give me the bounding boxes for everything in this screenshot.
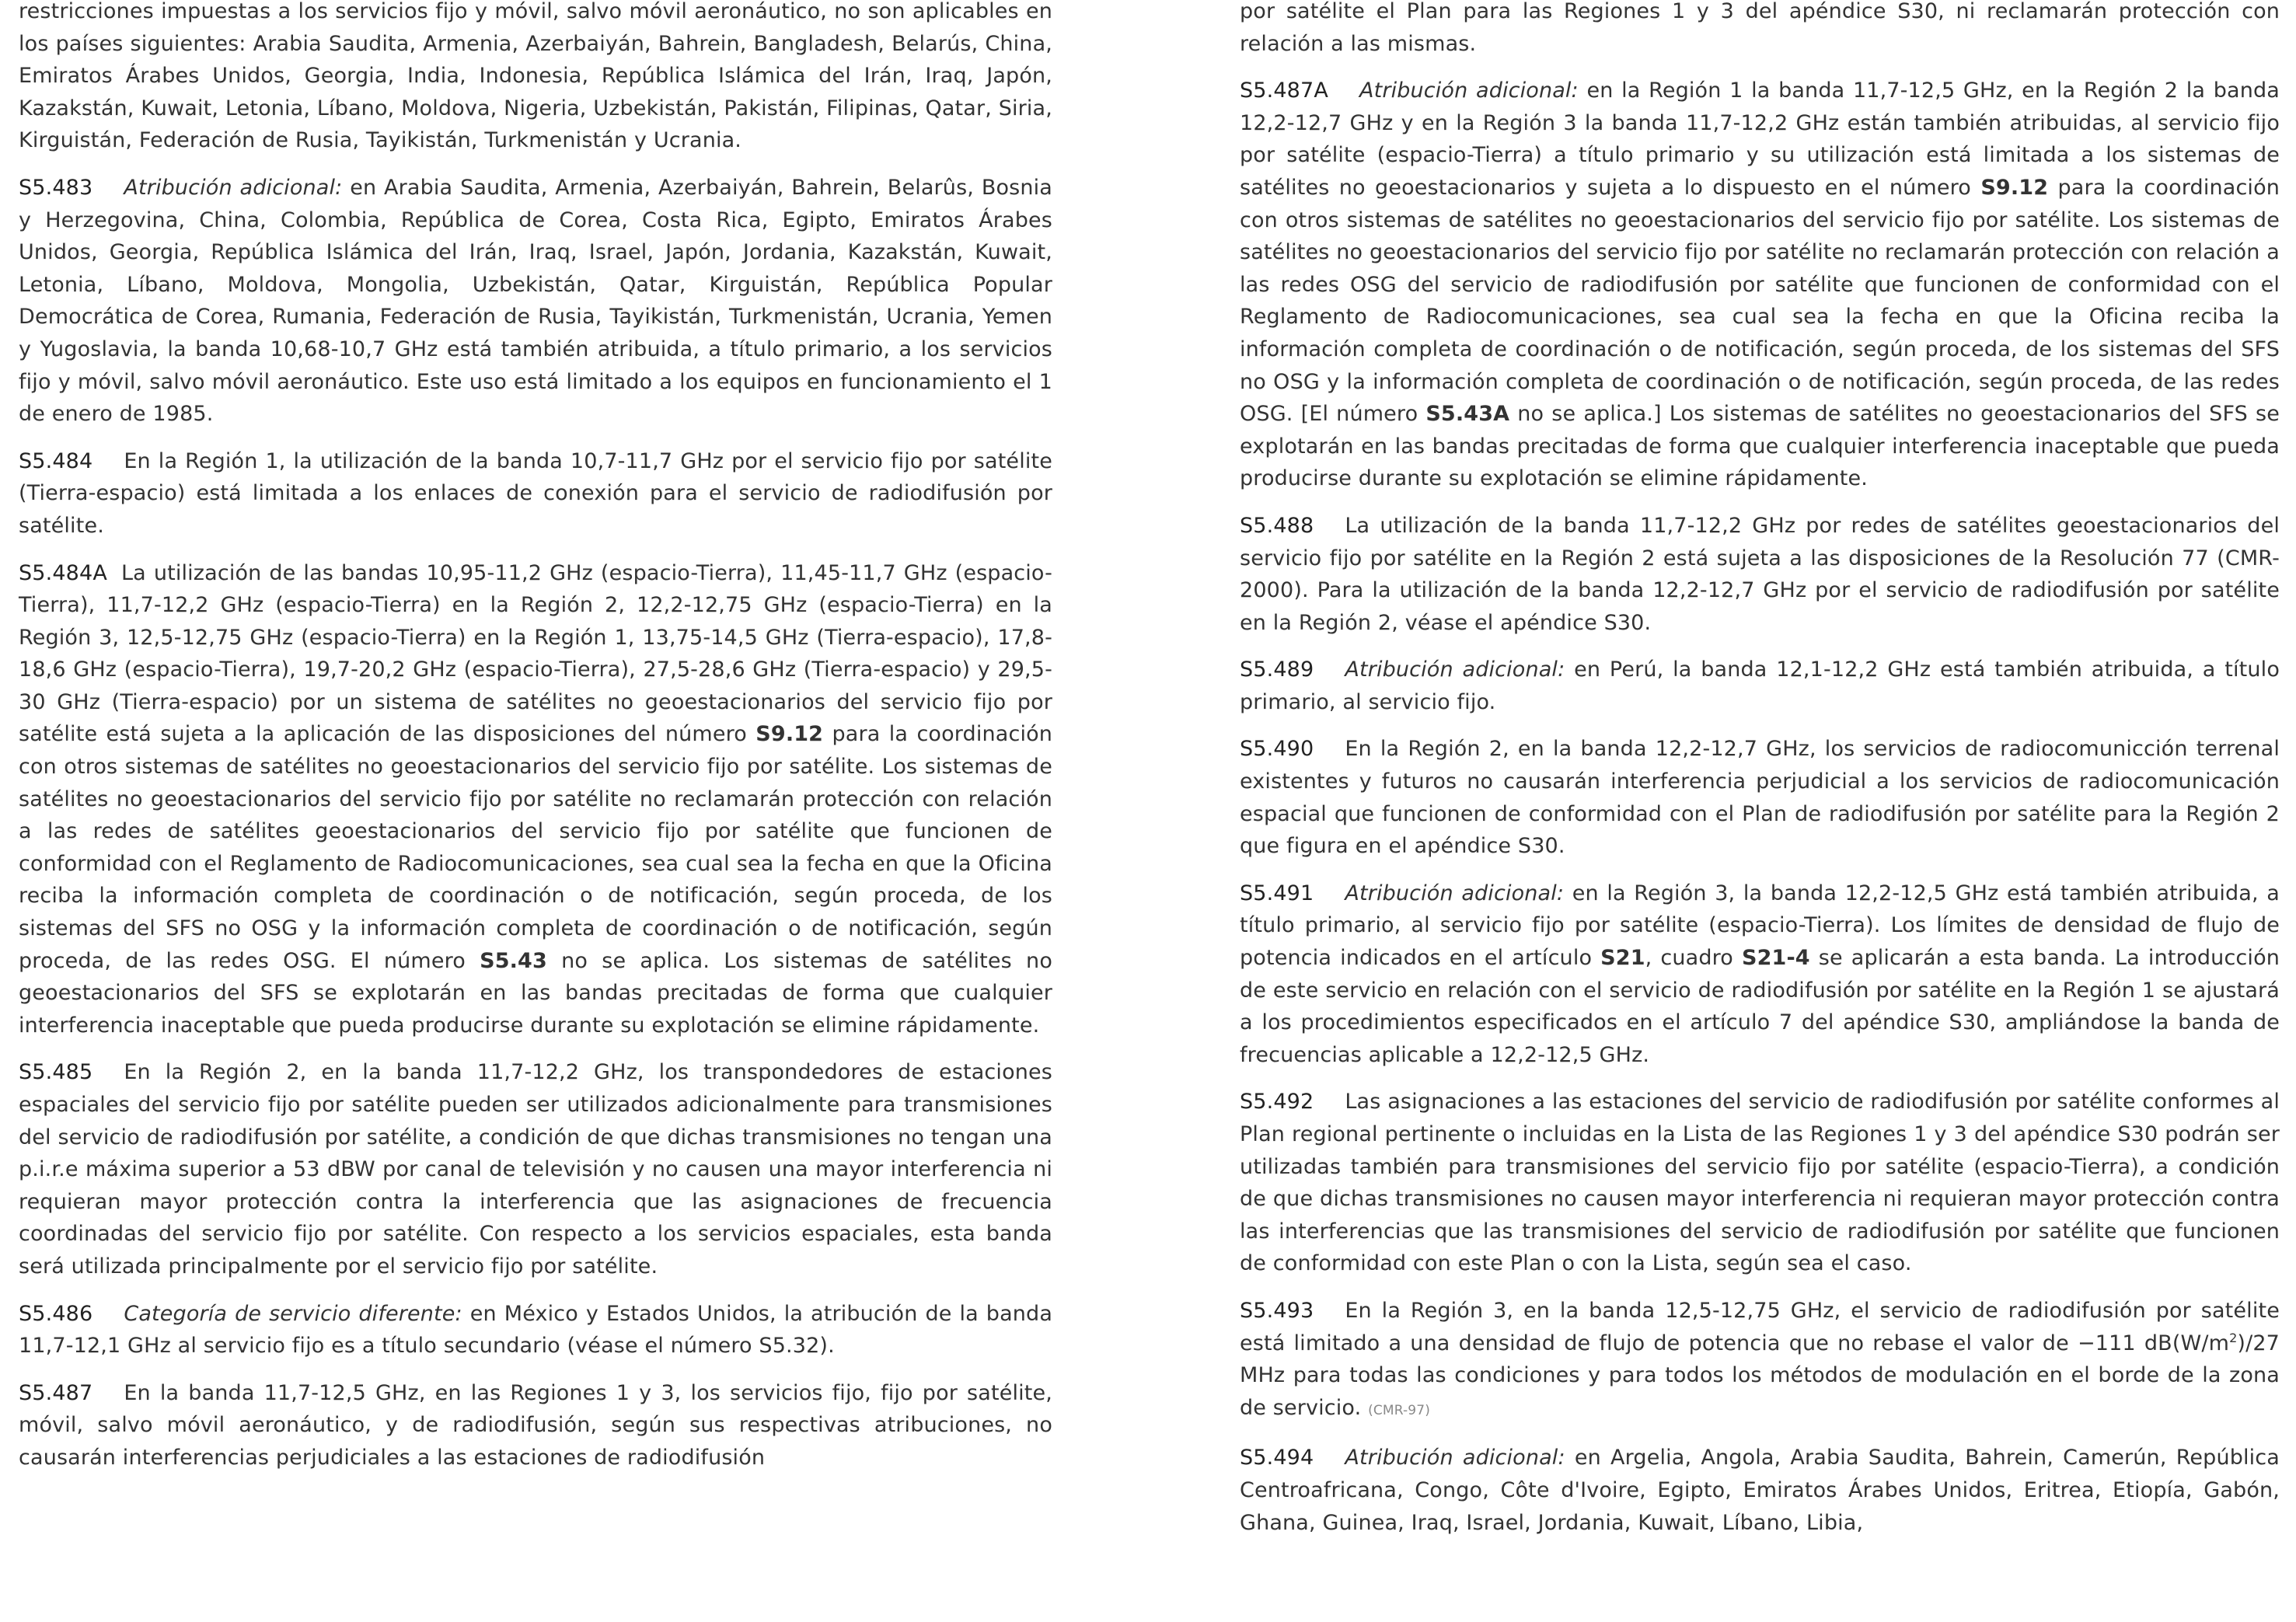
paragraph-continuation (19, 0, 1052, 157)
provision-number: S5.490 (1240, 737, 1314, 762)
paragraph-s5-484a (19, 557, 1052, 1042)
paragraph-s5-491 (1240, 877, 2280, 1072)
paragraph-text: en México y Estados Unidos, la atribución de la banda 11,7-12,1 GHz al servicio fijo es a título secundario (véase el número S5.32). (19, 1301, 1053, 1359)
left-column (19, 0, 1052, 1489)
paragraph-text: En la Región 1, la utilización de la banda 10,7-11,7 GHz por el servicio fijo por satélite (Tierra-espacio) está limitada a los enlaces de conexión para el servicio de radiodifusión por satélite. (19, 448, 1052, 538)
paragraph-s5-487a (1240, 75, 2280, 495)
paragraph-text: en Perú, la banda 12,1-12,2 GHz está también atribuida, a título primario, al servicio fijo. (1240, 658, 2280, 714)
paragraph-s5-494 (1240, 1442, 2280, 1539)
paragraph-text: Las asignaciones a las estaciones del servicio de radiodifusión por satélite conformes al Plan regional pertinente o incluidas en la Lista de las Regiones 1 y 3 del apéndice S30 podrán ser utilizadas también para transmisiones del servicio fijo por satélite (espacio-Tierra), a condición de que dichas transmisiones no causen mayor interferencia ni requieran mayor protección contra las interferencias que las transmisiones del servicio de radiodifusión por satélite que funcionen de conformidad con este Plan o con la Lista, según sea el caso. (1240, 1090, 2280, 1276)
provision-label: Atribución adicional: (1359, 78, 1579, 103)
provision-number: S5.486 (19, 1301, 93, 1326)
paragraph-s5-489 (1240, 654, 2280, 718)
paragraph-text: En la Región 3, en la banda 12,5-12,75 GHz, el servicio de radiodifusión por satélite está limitado a una densidad de flujo de potencia que no rebase el valor de −111 dB(W/m (1240, 1298, 2280, 1355)
provision-number: S5.489 (1240, 658, 1314, 682)
paragraph-s5-488 (1240, 510, 2280, 639)
cross-reference: S9.12 (1980, 175, 2049, 200)
provision-label: Atribución adicional: (1345, 658, 1565, 682)
paragraph-text: En la Región 2, en la banda 11,7-12,2 GHz, los transpondedores de estaciones espaciales del servicio fijo por satélite pueden ser utilizados adicionalmente para transmisiones del servicio de radiodifusión por satélite, a condición de que dichas transmisiones no tengan una p.i.r.e máxima superior a 53 dBW por canal de televisión y no causen una mayor interferencia ni requieran mayor protección contra la interferencia que las asignaciones de frecuencia coordinadas del servicio fijo por satélite. Con respecto a los servicios espaciales, esta banda será utilizada principalmente por el servicio fijo por satélite. (19, 1060, 1052, 1278)
cross-reference: S21 (1600, 946, 1645, 971)
paragraph-text: por satélite el Plan para las Regiones 1 y 3 del apéndice S30, ni reclamarán protección con relación a las mismas. (1240, 0, 2280, 56)
provision-number: S5.492 (1240, 1090, 1314, 1114)
provision-number: S5.487A (1240, 78, 1328, 103)
provision-label: Atribución adicional: (124, 175, 343, 200)
provision-number: S5.485 (19, 1060, 93, 1085)
provision-label: Atribución adicional: (1345, 1446, 1565, 1470)
paragraph-s5-483 (19, 172, 1052, 431)
provision-number: S5.487 (19, 1380, 93, 1405)
cross-reference: S9.12 (755, 722, 824, 747)
paragraph-s5-492 (1240, 1086, 2280, 1280)
provision-label: Categoría de servicio diferente: (124, 1301, 462, 1326)
paragraph-s5-484 (19, 445, 1052, 542)
paragraph-continuation (1240, 0, 2280, 60)
paragraph-text: no se aplica.] Los sistemas de satélites no geoestacionarios del SFS se explotarán en las bandas precitadas de forma que cualquier interferencia inaceptable que pueda producirse durante su explotación se elimine rápidamente. (1240, 402, 2280, 491)
paragraph-text: La utilización de las bandas 10,95-11,2 GHz (espacio-Tierra), 11,45-11,7 GHz (espacio-Tierra), 11,7-12,2 GHz (espacio-Tierra) en la Región 2, 12,2-12,75 GHz (espacio-Tierra) en la Región 3, 12,5-12,75 GHz (espacio-Tierra) en la Región 1, 13,75-14,5 GHz (Tierra-espacio), 17,8-18,6 GHz (espacio-Tierra), 19,7-20,2 GHz (espacio-Tierra), 27,5-28,6 GHz (Tierra-espacio) y 29,5-30 GHz (Tierra-espacio) por un sistema de satélites no geoestacionarios del servicio fijo por satélite está sujeta a la aplicación de las disposiciones del número (19, 560, 1052, 747)
cross-reference: S5.43 (480, 948, 547, 973)
paragraph-text: , cuadro (1645, 946, 1733, 971)
paragraph-text: )/27 MHz para todas las condiciones y para todos los métodos de modulación en el borde de la zona de servicio. (1240, 1331, 2280, 1420)
provision-number: S5.484 (19, 448, 93, 473)
paragraph-text: en Arabia Saudita, Armenia, Azerbaiyán, Bahrein, Belarûs, Bosnia y Herzegovina, China, Colombia, República de Corea, Costa Rica, Egipto, Emiratos Árabes Unidos, Georgia, República Islámica del Irán, Iraq, Israel, Japón, Jordania, Kazakstán, Kuwait, Letonia, Líbano, Moldova, Mongolia, Uzbekistán, Qatar, Kirguistán, República Popular Democrática de Corea, Rumania, Federación de Rusia, Tayikistán, Turkmenistán, Ucrania, Yemen y Yugoslavia, la banda 10,68-10,7 GHz está también atribuida, a título primario, a los servicios fijo y móvil, salvo móvil aeronáutico. Este uso está limitado a los equipos en funcionamiento el 1 de enero de 1985. (19, 175, 1053, 427)
paragraph-s5-493 (1240, 1295, 2280, 1427)
right-column (1240, 0, 2280, 1554)
provision-number: S5.491 (1240, 881, 1314, 905)
paragraph-s5-485 (19, 1056, 1052, 1282)
provision-number: S5.493 (1240, 1298, 1314, 1323)
paragraph-s5-487 (19, 1377, 1052, 1474)
paragraph-s5-490 (1240, 733, 2280, 862)
conference-note: (CMR-97) (1368, 1402, 1431, 1418)
paragraph-text: En la banda 11,7-12,5 GHz, en las Regiones 1 y 3, los servicios fijo, fijo por satélite, móvil, salvo móvil aeronáutico, y de radiodifusión, según sus respectivas atribuciones, no causarán interferencias perjudiciales a las estaciones de radiodifusión (19, 1380, 1052, 1470)
paragraph-text: para la coordinación con otros sistemas de satélites no geoestacionarios del servicio fijo por satélite. Los sistemas de satélites no geoestacionarios del servicio fijo por satélite no reclamarán protección con relación a las redes de satélites geoestacionarios del servicio fijo por satélite que funcionen de conformidad con el Reglamento de Radiocomunicaciones, sea cual sea la fecha en que la Oficina reciba la información completa de coordinación o de notificación, según proceda, de los sistemas del SFS no OSG y la información completa de coordinación o de notificación, según proceda, de las redes OSG. El número (19, 722, 1053, 973)
paragraph-text: se aplicarán a esta banda. La introducción de este servicio en relación con el servicio de radiodifusión por satélite en la Región 1 se ajustará a los procedimientos especificados en el artículo 7 del apéndice S30, ampliándose la banda de frecuencias aplicable a 12,2-12,5 GHz. (1240, 946, 2280, 1067)
paragraph-text: en la Región 1 la banda 11,7-12,5 GHz, en la Región 2 la banda 12,2-12,7 GHz y en la Región 3 la banda 11,7-12,2 GHz están también atribuidas, al servicio fijo por satélite (espacio-Tierra) a título primario y su utilización está limitada a los sistemas de satélites no geoestacionarios y sujeta a lo dispuesto en el número (1240, 78, 2280, 200)
paragraph-text: restricciones impuestas a los servicios fijo y móvil, salvo móvil aeronáutico, no son aplicables en los países siguientes: Arabia Saudita, Armenia, Azerbaiyán, Bahrein, Bangladesh, Belarús, China, Emiratos Árabes Unidos, Georgia, India, Indonesia, República Islámica del Irán, Iraq, Japón, Kazakstán, Kuwait, Letonia, Líbano, Moldova, Nigeria, Uzbekistán, Pakistán, Filipinas, Qatar, Siria, Kirguistán, Federación de Rusia, Tayikistán, Turkmenistán y Ucrania. (19, 0, 1052, 153)
provision-label: Atribución adicional: (1345, 881, 1565, 905)
provision-number: S5.484A (19, 560, 107, 585)
paragraph-text: En la Región 2, en la banda 12,2-12,7 GHz, los servicios de radiocomunicción terrenal existentes y futuros no causarán interferencia perjudicial a los servicios de radiocomunicación espacial que funcionen de conformidad con el Plan de radiodifusión por satélite para la Región 2 que figura en el apéndice S30. (1240, 737, 2280, 859)
cross-reference: S5.43A (1425, 402, 1510, 427)
paragraph-text: no se aplica. Los sistemas de satélites no geoestacionarios del SFS se explotarán en las bandas precitadas de forma que cualquier interferencia inaceptable que pueda producirse durante su explotación se elimine rápidamente. (19, 948, 1052, 1038)
provision-number: S5.488 (1240, 513, 1314, 538)
superscript: 2 (2229, 1330, 2238, 1345)
cross-reference: S21-4 (1741, 946, 1810, 971)
paragraph-text: en Argelia, Angola, Arabia Saudita, Bahrein, Camerún, República Centroafricana, Congo, Côte d'Ivoire, Egipto, Emiratos Árabes Unidos, Eritrea, Etiopía, Gabón, Ghana, Guinea, Iraq, Israel, Jordania, Kuwait, Líbano, Libia, (1240, 1446, 2280, 1535)
paragraph-text: en la Región 3, la banda 12,2-12,5 GHz está también atribuida, a título primario, al servicio fijo por satélite (espacio-Tierra). Los límites de densidad de flujo de potencia indicados en el artículo (1240, 881, 2280, 971)
provision-number: S5.483 (19, 175, 93, 200)
paragraph-text: para la coordinación con otros sistemas de satélites no geoestacionarios del servicio fijo por satélite. Los sistemas de satélites no geoestacionarios del servicio fijo por satélite no reclamarán protección con relación a las redes OSG del servicio de radiodifusión por satélite que funcionen de conformidad con el Reglamento de Radiocomunicaciones, sea cual sea la fecha en que la Oficina reciba la información completa de coordinación o de notificación, según proceda, de los sistemas del SFS no OSG y la información completa de coordinación o de notificación, según proceda, de las redes OSG. [El número (1240, 175, 2280, 427)
provision-number: S5.494 (1240, 1446, 1314, 1470)
paragraph-text: La utilización de la banda 11,7-12,2 GHz por redes de satélites geoestacionarios del servicio fijo por satélite en la Región 2 está sujeta a las disposiciones de la Resolución 77 (CMR-2000). Para la utilización de la banda 12,2-12,7 GHz por el servicio de radiodifusión por satélite en la Región 2, véase el apéndice S30. (1240, 513, 2280, 635)
paragraph-s5-486 (19, 1298, 1052, 1362)
